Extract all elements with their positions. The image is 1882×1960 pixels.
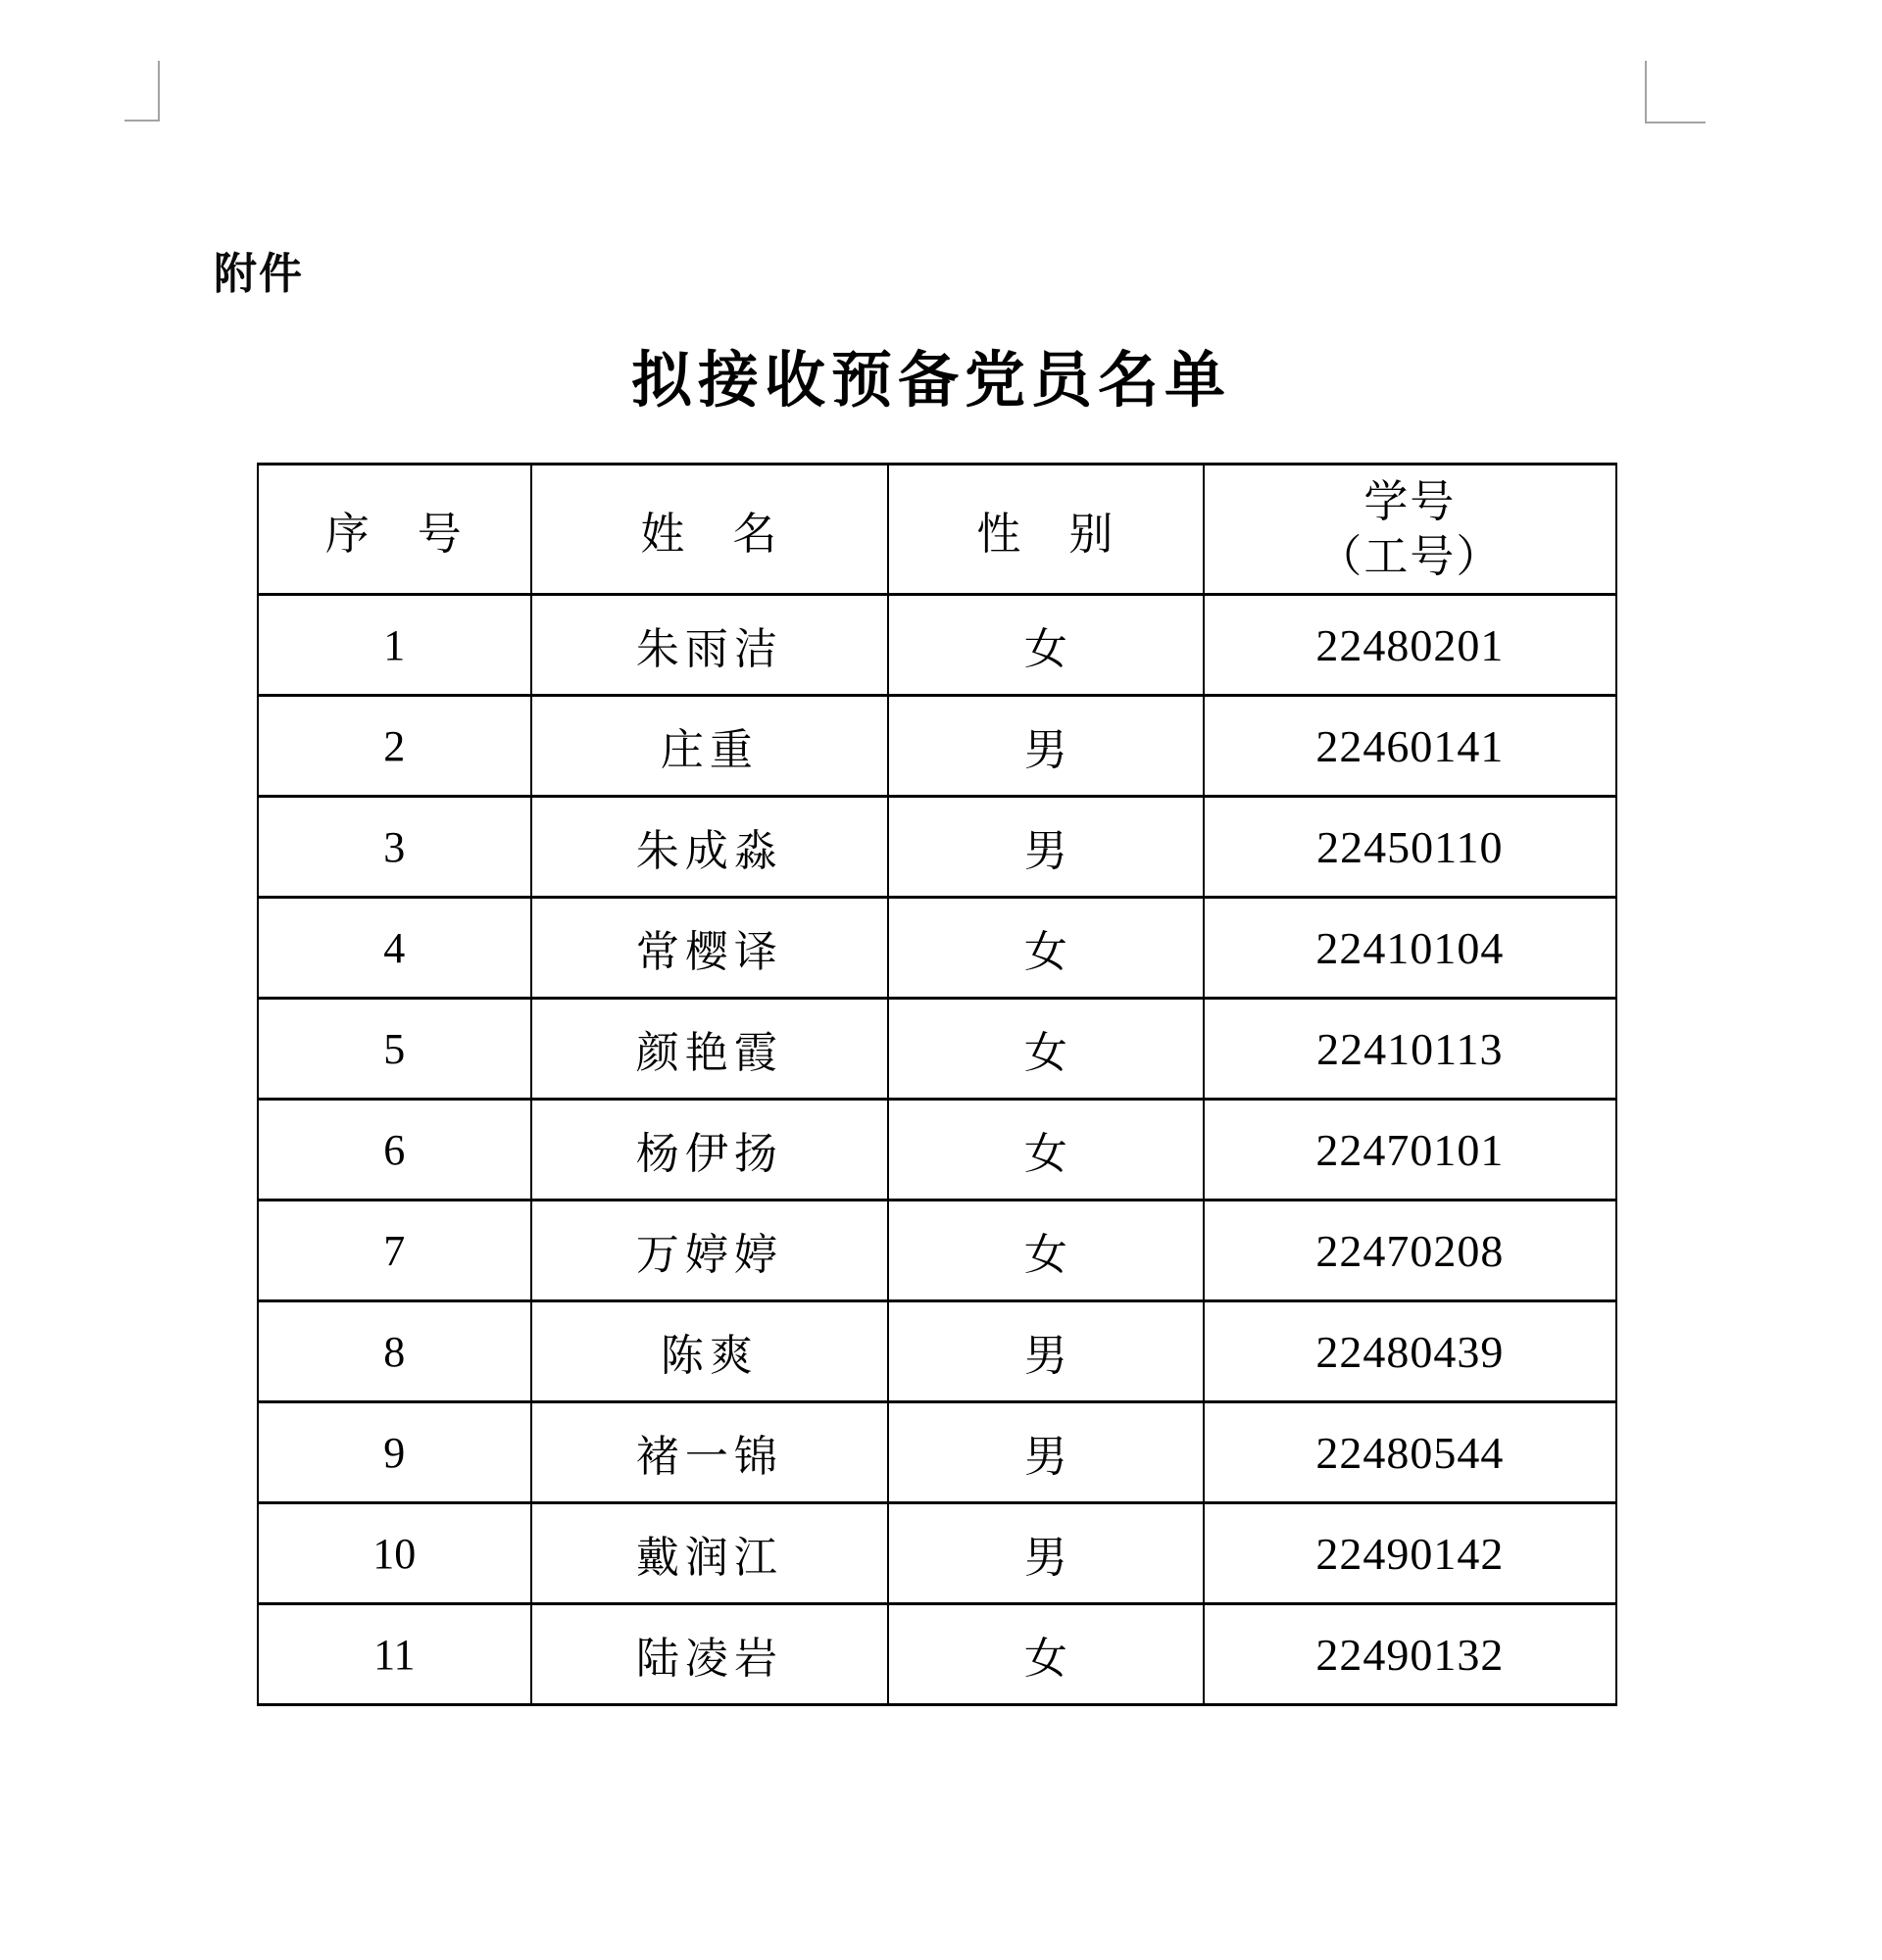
cell-name: 褚一锦 xyxy=(531,1402,889,1503)
cell-student-id: 22470208 xyxy=(1204,1200,1616,1301)
table-row xyxy=(258,1503,1616,1604)
cell-student-id: 22410104 xyxy=(1204,898,1616,999)
cell-index: 10 xyxy=(258,1503,531,1604)
cell-index: 6 xyxy=(258,1100,531,1200)
cell-student-id: 22480201 xyxy=(1204,595,1616,696)
page-title: 拟接收预备党员名单 xyxy=(630,348,1231,415)
cell-index: 3 xyxy=(258,797,531,898)
cell-name: 戴润江 xyxy=(531,1503,889,1604)
member-list-table xyxy=(257,463,1617,1706)
cell-name: 颜艳霞 xyxy=(531,999,889,1100)
table-row xyxy=(258,1301,1616,1402)
table-header xyxy=(258,465,1616,595)
cell-gender: 女 xyxy=(888,1100,1204,1200)
table-row xyxy=(258,1604,1616,1705)
cell-index: 11 xyxy=(258,1604,531,1705)
cell-gender: 女 xyxy=(888,898,1204,999)
attachment-label: 附件 xyxy=(214,250,304,298)
cell-gender: 男 xyxy=(888,1402,1204,1503)
table-row xyxy=(258,696,1616,797)
cell-gender: 女 xyxy=(888,1200,1204,1301)
cell-student-id: 22450110 xyxy=(1204,797,1616,898)
cell-student-id: 22460141 xyxy=(1204,696,1616,797)
cell-name: 朱雨洁 xyxy=(531,595,889,696)
cell-index: 1 xyxy=(258,595,531,696)
cell-index: 9 xyxy=(258,1402,531,1503)
cell-gender: 男 xyxy=(888,1301,1204,1402)
table-row xyxy=(258,898,1616,999)
cell-gender: 女 xyxy=(888,1604,1204,1705)
table-row xyxy=(258,1402,1616,1503)
cell-name: 陆凌岩 xyxy=(531,1604,889,1705)
cell-index: 8 xyxy=(258,1301,531,1402)
column-header-student-id-line2: （工号） xyxy=(1317,532,1503,581)
cell-student-id: 22490132 xyxy=(1204,1604,1616,1705)
page-margin-mark-top-right xyxy=(1645,61,1706,123)
cell-student-id: 22480439 xyxy=(1204,1301,1616,1402)
cell-student-id: 22480544 xyxy=(1204,1402,1616,1503)
table-row xyxy=(258,1200,1616,1301)
cell-index: 4 xyxy=(258,898,531,999)
cell-student-id: 22470101 xyxy=(1204,1100,1616,1200)
column-header-gender: 性 别 xyxy=(888,465,1204,595)
cell-student-id: 22410113 xyxy=(1204,999,1616,1100)
cell-gender: 男 xyxy=(888,797,1204,898)
table-row xyxy=(258,999,1616,1100)
table-row xyxy=(258,1100,1616,1200)
cell-name: 朱成淼 xyxy=(531,797,889,898)
cell-gender: 男 xyxy=(888,1503,1204,1604)
cell-student-id: 22490142 xyxy=(1204,1503,1616,1604)
cell-index: 2 xyxy=(258,696,531,797)
column-header-index: 序 号 xyxy=(258,465,531,595)
column-header-student-id-line1: 学号 xyxy=(1363,476,1457,526)
column-header-student-id xyxy=(1204,465,1616,595)
cell-name: 陈爽 xyxy=(531,1301,889,1402)
table-row xyxy=(258,595,1616,696)
cell-name: 常樱译 xyxy=(531,898,889,999)
cell-gender: 女 xyxy=(888,595,1204,696)
member-table-body xyxy=(258,595,1616,1705)
cell-gender: 女 xyxy=(888,999,1204,1100)
table-header-row xyxy=(258,465,1616,595)
column-header-name: 姓 名 xyxy=(531,465,889,595)
cell-name: 万婷婷 xyxy=(531,1200,889,1301)
cell-name: 庄重 xyxy=(531,696,889,797)
cell-name: 杨伊扬 xyxy=(531,1100,889,1200)
table-row xyxy=(258,797,1616,898)
cell-index: 5 xyxy=(258,999,531,1100)
cell-index: 7 xyxy=(258,1200,531,1301)
cell-gender: 男 xyxy=(888,696,1204,797)
page-margin-mark-top-left xyxy=(124,61,160,122)
